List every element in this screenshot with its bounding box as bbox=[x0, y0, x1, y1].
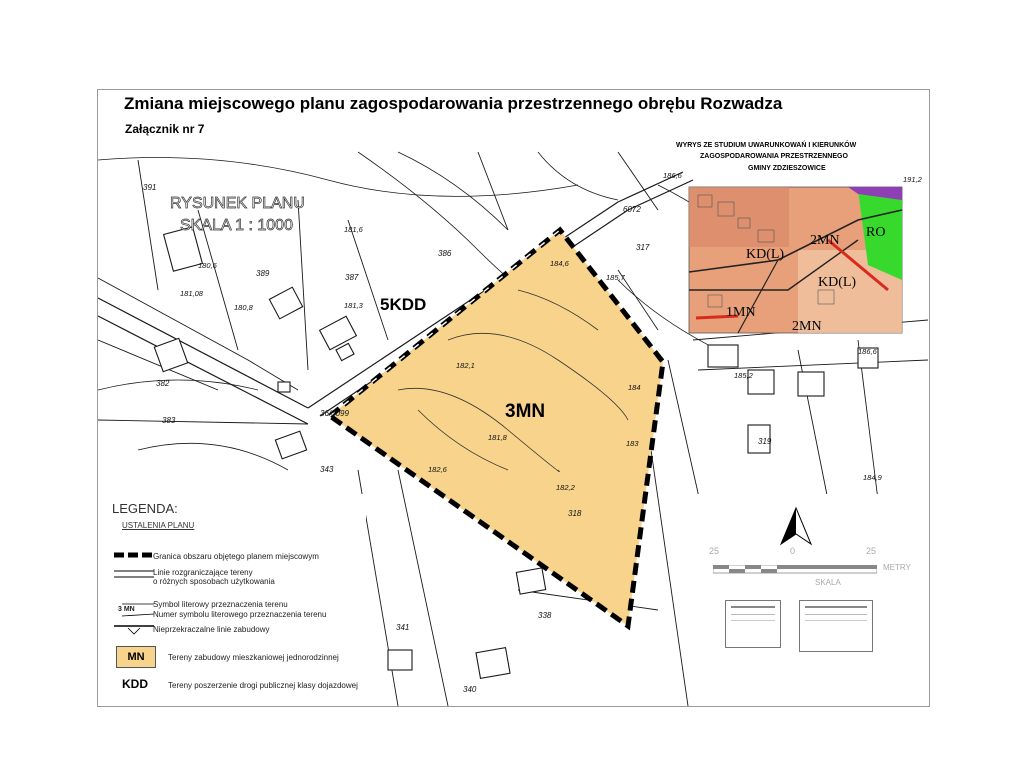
legend-item-label: Granica obszaru objętego planem miejscowym bbox=[153, 552, 319, 561]
parcel-label: 36/3099 bbox=[320, 409, 349, 418]
height-label: 182,2 bbox=[556, 483, 575, 492]
height-label: 181,08 bbox=[180, 289, 203, 298]
scale-label: SKALA bbox=[815, 578, 841, 587]
page-subtitle: Załącznik nr 7 bbox=[125, 122, 205, 136]
height-label: 182,6 bbox=[428, 465, 447, 474]
height-label: 181,3 bbox=[344, 301, 363, 310]
scale-unit: METRY bbox=[883, 563, 911, 572]
inset-zone-label: 2MN bbox=[810, 233, 840, 248]
height-label: 184,6 bbox=[550, 259, 569, 268]
legend-item-label: Tereny poszerzenie drogi publicznej klasy dojazdowej bbox=[168, 681, 358, 690]
height-label: 182,1 bbox=[456, 361, 475, 370]
inset-zone-label: 1MN bbox=[726, 305, 756, 320]
parcel-label: 382 bbox=[156, 379, 170, 388]
scale-bar bbox=[713, 565, 877, 575]
page-title: Zmiana miejscowego planu zagospodarowania przestrzennego obrębu Rozwadza bbox=[124, 94, 783, 113]
legend-symbol-dividing-lines bbox=[114, 568, 154, 580]
legend-swatch-mn: MN bbox=[116, 646, 156, 668]
height-label: 184,9 bbox=[863, 473, 882, 482]
scale-tick-label: 0 bbox=[790, 546, 796, 556]
inset-zone-label: KD(L) bbox=[746, 247, 785, 262]
legend-item-label: Tereny zabudowy mieszkaniowej jednorodzinnej bbox=[168, 653, 339, 662]
legend-item-label-2: Numer symbolu literowego przeznaczenia terenu bbox=[153, 610, 327, 619]
north-arrow bbox=[779, 506, 813, 546]
parcel-label: 387 bbox=[345, 273, 359, 282]
legend-item-label: Nieprzekraczalne linie zabudowy bbox=[153, 625, 270, 634]
height-label: 183 bbox=[626, 439, 639, 448]
parcel-label: 318 bbox=[568, 509, 582, 518]
height-label: 186,6 bbox=[858, 347, 877, 356]
scale-tick-label: 25 bbox=[709, 546, 720, 556]
parcel-label: 338 bbox=[538, 611, 552, 620]
legend-item-label-2: o różnych sposobach użytkowania bbox=[153, 577, 275, 586]
parcel-label: 317 bbox=[636, 243, 650, 252]
parcel-label: 343 bbox=[320, 465, 334, 474]
inset-map[interactable] bbox=[689, 187, 902, 334]
parcel-label: 389 bbox=[256, 269, 270, 278]
legend-panel bbox=[98, 494, 366, 706]
legend-section-title: USTALENIA PLANU bbox=[122, 521, 195, 530]
legend-symbol-boundary bbox=[114, 550, 154, 560]
parcel-label: 383 bbox=[162, 416, 176, 425]
scale-panel bbox=[693, 494, 929, 706]
height-label: 186,6 bbox=[663, 171, 682, 180]
legend-swatch-kdd: KDD bbox=[122, 677, 148, 691]
legend-item-label: Linie rozgraniczające tereny bbox=[153, 568, 253, 577]
parcel-label: 391 bbox=[143, 183, 157, 192]
legend-symbol-building-line bbox=[114, 622, 154, 636]
height-label: 184 bbox=[628, 383, 641, 392]
inset-zone-label: RO bbox=[866, 225, 886, 240]
parcel-label: 6072 bbox=[623, 205, 641, 214]
height-label: 180,6 bbox=[198, 261, 217, 270]
parcel-label: 386 bbox=[438, 249, 452, 258]
height-label: 185,2 bbox=[734, 371, 753, 380]
inset-zone-label: KD(L) bbox=[818, 275, 857, 290]
inset-zone-label: 2MN bbox=[792, 319, 822, 334]
plan-sheet bbox=[97, 89, 930, 707]
height-label: 181,6 bbox=[344, 225, 363, 234]
drawing-title: RYSUNEK PLANU bbox=[170, 195, 305, 212]
inset-caption-line: WYRYS ZE STUDIUM UWARUNKOWAŃ I KIERUNKÓW bbox=[676, 142, 857, 149]
approval-stamp bbox=[725, 600, 781, 648]
inset-caption-line: ZAGOSPODAROWANIA PRZESTRZENNEGO bbox=[700, 153, 848, 160]
height-label: 185,7 bbox=[606, 273, 625, 282]
parcel-label: 319 bbox=[758, 437, 772, 446]
scale-tick-label: 25 bbox=[866, 546, 877, 556]
zone-label-5kdd[interactable]: 5KDD bbox=[380, 295, 427, 314]
parcel-label: 341 bbox=[396, 623, 410, 632]
inset-caption-line: GMINY ZDZIESZOWICE bbox=[748, 165, 826, 172]
legend-symbol-zone-code: 3 MN bbox=[118, 606, 135, 613]
height-label: 180,8 bbox=[234, 303, 253, 312]
height-label: 181,8 bbox=[488, 433, 507, 442]
zone-label-3mn[interactable]: 3MN bbox=[505, 401, 546, 422]
legend-item-label: Symbol literowy przeznaczenia terenu bbox=[153, 600, 288, 609]
drawing-scale: SKALA 1 : 1000 bbox=[180, 217, 293, 234]
parcel-label: 340 bbox=[463, 685, 477, 694]
zone-3mn-area[interactable] bbox=[330, 230, 663, 626]
approval-stamp bbox=[799, 600, 873, 652]
legend-title: LEGENDA: bbox=[112, 501, 178, 516]
height-label: 191,2 bbox=[903, 175, 922, 184]
legend-symbol-code-lines bbox=[114, 596, 154, 618]
